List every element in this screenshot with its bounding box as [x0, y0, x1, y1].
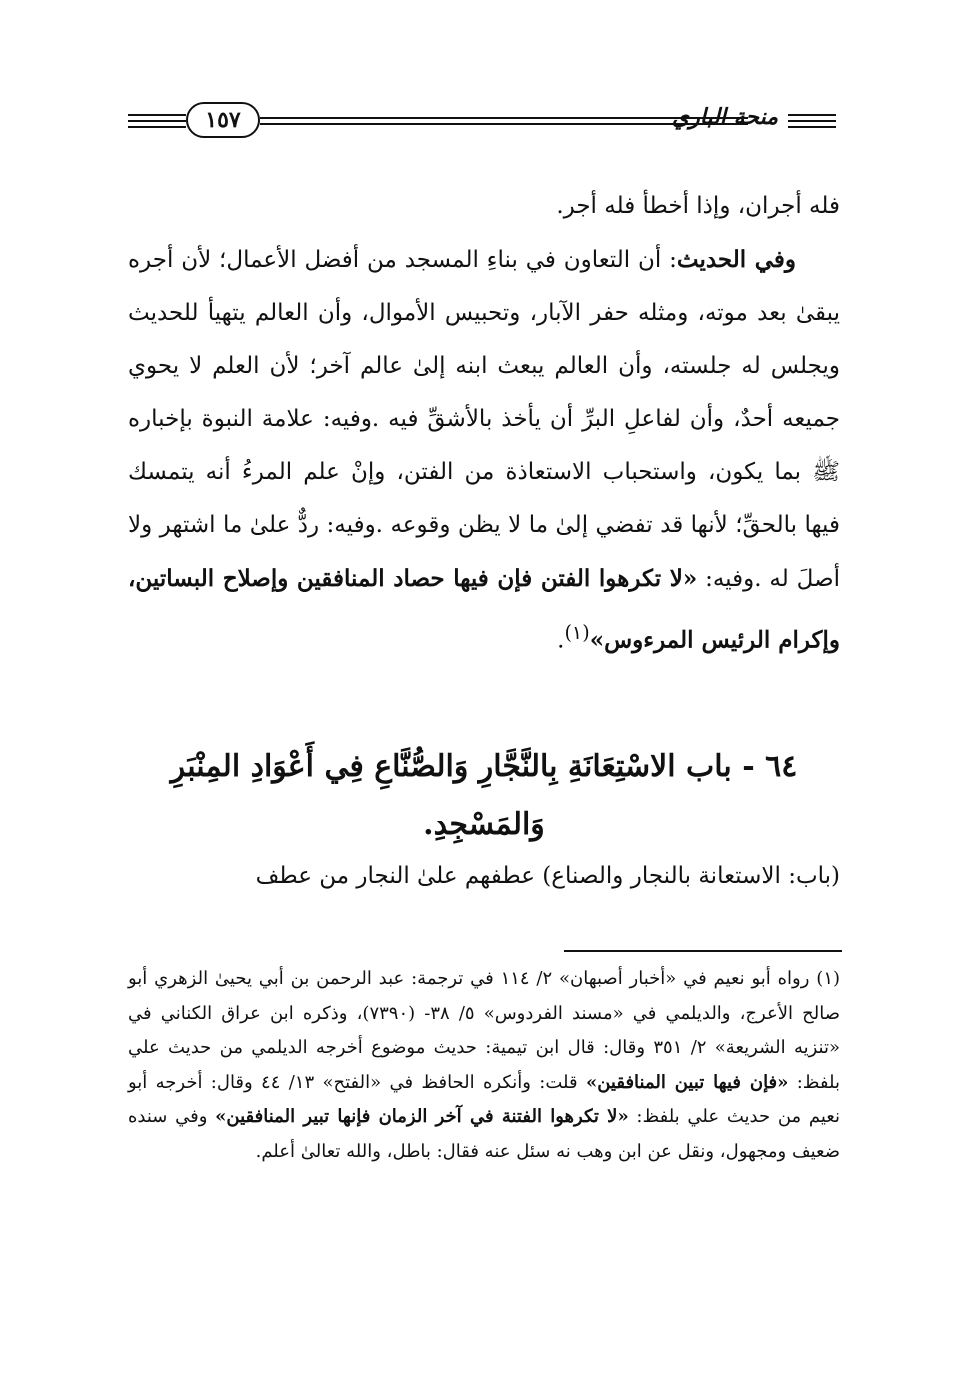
paragraph-end: . — [557, 627, 565, 654]
paragraph: فله أجران، وإذا أخطأ فله أجر. — [556, 193, 840, 219]
footnote-text: رواه أبو نعيم في «أخبار أصبهان» ٢/ ١١٤ في ترجمة: عبد الرحمن بن أبي يحيىٰ الزهري أبو صالح الأعرج، والديلمي في «مسند الفردوس» ٥/ ٣٨- (٧٣٩٠)، وذكره ابن عراق الكناني في «تنزيه الشريعة» ٢/ ٣٥١ وقال: قال ابن تيمية: حديث موضوع أخرجه الديلمي من حديث علي بلفظ: — [128, 968, 840, 1093]
page-header — [128, 100, 840, 146]
paragraph: (باب: الاستعانة بالنجار والصناع) عطفهم علىٰ النجار من عطف — [255, 863, 840, 889]
header-rule — [788, 114, 836, 116]
footnote — [128, 962, 840, 1169]
hadith-quote: «لا تكرهوا الفتن فإن فيها حصاد المنافقين وإصلاح البساتين، وإكرام الرئيس المرءوس» — [128, 565, 840, 654]
footnote-text: وفي سنده ضعيف ومجهول، ونقل عن ابن وهب نه سئل عنه فقال: باطل، والله تعالىٰ أعلم. — [128, 1106, 840, 1162]
header-rule — [128, 114, 186, 116]
paragraph — [128, 233, 840, 668]
paragraph-text: : أن التعاون في بناءِ المسجد من أفضل الأعمال؛ لأن أجره يبقىٰ بعد موته، ومثله حفر الآبار، وتحبيس الأموال، وأن العالم يتهيأ للحديث ويجلس له جلسته، وأن العالم يبعث ابنه إلىٰ عالم آخر؛ لأن العلم لا يحوي جميعه أحدٌ، وأن لفاعلِ البرِّ أن يأخذ بالأشقِّ فيه .وفيه: علامة النبوة بإخباره ﷺ بما يكون، واستحباب الاستعاذة من الفتن، وإنْ علم المرءُ أنه يتمسك فيها بالحقِّ؛ لأنها قد تفضي إلىٰ ما لا يظن وقوعه .وفيه: ردٌّ علىٰ ما اشتهر ولا أصلَ له .وفيه: — [128, 247, 840, 592]
footnote-quote: «فإن فيها تبين المنافقين» — [585, 1071, 789, 1093]
footnote-quote: «لا تكرهوا الفتنة في آخر الزمان فإنها تبير المنافقين» — [215, 1106, 629, 1127]
footnote-marker: (١) — [816, 968, 841, 989]
footnote-text: قلت: وأنكره الحافظ في «الفتح» ١٣/ ٤٤ وقال: أخرجه أبو نعيم من حديث علي بلفظ: — [128, 1071, 840, 1127]
header-rule — [128, 120, 186, 122]
running-title: منحة الباري — [671, 104, 778, 130]
page-number: ١٥٧ — [186, 102, 260, 138]
main-text — [128, 180, 840, 668]
paragraph-lead: وفي الحديث — [676, 246, 796, 273]
header-rule — [128, 126, 186, 128]
header-rule — [788, 126, 836, 128]
chapter-heading: ٦٤ - باب الاسْتِعَانَةِ بِالنَّجَّارِ وَالصُّنَّاعِ فِي أَعْوَادِ المِنْبَرِ وَالمَسْجِدِ. — [170, 749, 798, 842]
header-rule — [788, 120, 836, 122]
footnote-divider — [564, 950, 842, 952]
footnote-reference[interactable]: (١) — [564, 621, 590, 644]
